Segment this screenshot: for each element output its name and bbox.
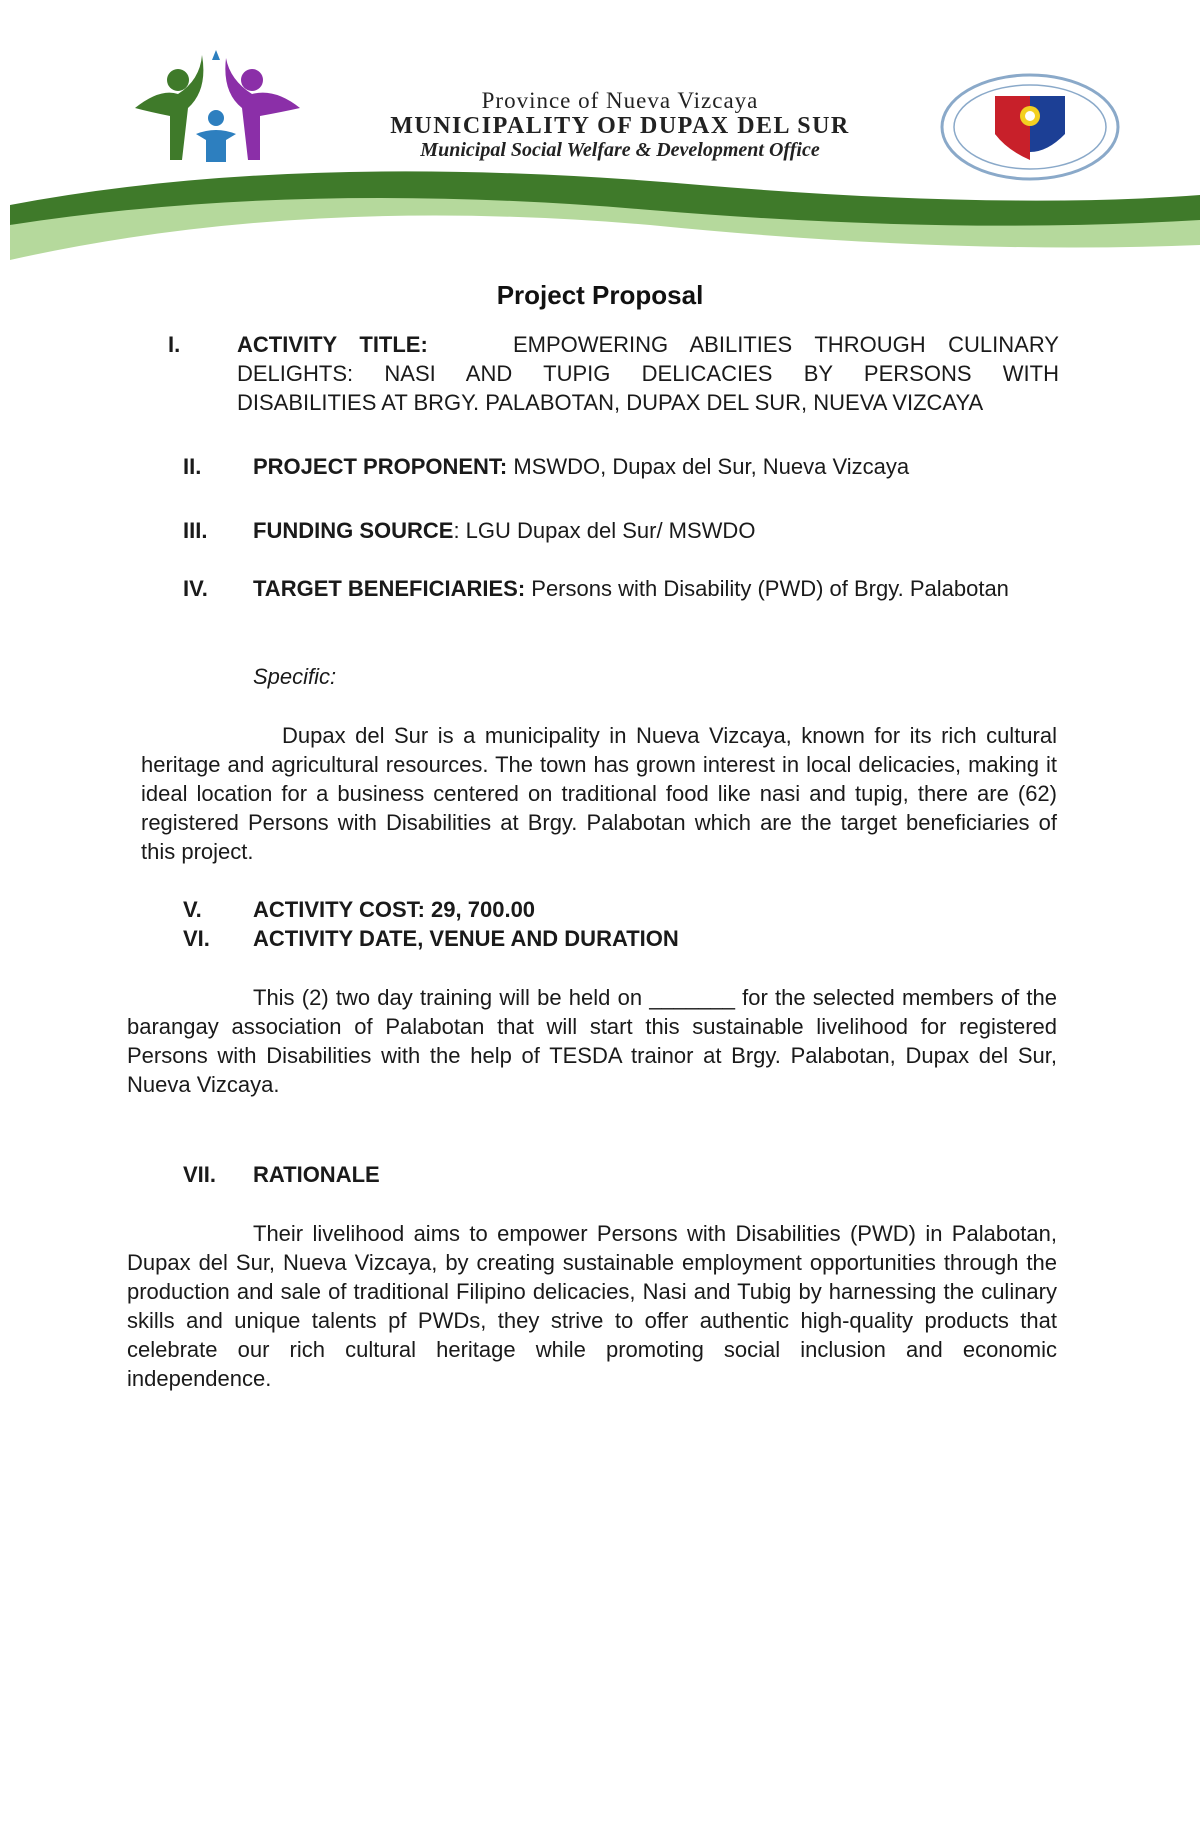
rationale-paragraph: Their livelihood aims to empower Persons with Disabilities (PWD) in Palabotan, Dupax del Sur, Nueva Vizcaya, by creating sustainable employment opportunities through the production and sale of traditional Filipino delicacies, Nasi and Tubig by harnessing the culinary skills and unique talents pf PWDs, they strive to offer authentic high-quality products that celebrate our rich cultural heritage while promoting social inclusion and economic independence.: [127, 1221, 1057, 1391]
header-swoosh: [0, 165, 1200, 285]
specific-label: Specific:: [253, 664, 337, 689]
section-label: ACTIVITY DATE, VENUE AND DURATION: [253, 926, 679, 951]
section-number: V.: [183, 897, 202, 922]
letterhead: [0, 0, 1200, 290]
municipality-name: MUNICIPALITY OF DUPAX DEL SUR: [390, 113, 850, 139]
section-number: VII.: [183, 1162, 217, 1187]
activity-title-line3: DISABILITIES AT BRGY. PALABOTAN, DUPAX DEL SUR, NUEVA VIZCAYA: [237, 390, 984, 415]
section-value: Persons with Disability (PWD) of Brgy. Palabotan: [525, 576, 1009, 601]
section-number: I.: [168, 332, 181, 357]
section-label: FUNDING SOURCE: [253, 518, 454, 543]
section-value: MSWDO, Dupax del Sur, Nueva Vizcaya: [507, 454, 910, 479]
letterhead-text: [300, 88, 940, 162]
section-value: : LGU Dupax del Sur/ MSWDO: [453, 518, 756, 543]
date-paragraph: This (2) two day training will be held on _______ for the selected members of the barangay association of Palabotan that will start this sustainable livelihood for registered Persons with Disabilities with the help of TESDA trainor at Brgy. Palabotan, Dupax del Sur, Nueva Vizcaya.: [127, 985, 1057, 1097]
activity-title-line1: EMPOWERING ABILITIES THROUGH CULINARY: [512, 332, 1059, 357]
section-label: TARGET BENEFICIARIES:: [253, 576, 526, 601]
section-number: III.: [183, 518, 208, 543]
province-name: Province of Nueva Vizcaya: [481, 88, 759, 113]
section-label: RATIONALE: [253, 1162, 380, 1187]
section-number: IV.: [183, 576, 208, 601]
office-name: Municipal Social Welfare & Development Office: [420, 139, 820, 161]
document-title: Project Proposal: [496, 280, 704, 310]
section-label: ACTIVITY TITLE:: [237, 332, 428, 357]
section-label: PROJECT PROPONENT:: [253, 454, 508, 479]
specific-paragraph: Dupax del Sur is a municipality in Nueva Vizcaya, known for its rich cultural heritage and agricultural resources. The town has grown interest in local delicacies, making it ideal location for a business centered on traditional food like nasi and tupig, there are (62) registered Persons with Disabilities at Brgy. Palabotan which are the target beneficiaries of this project.: [141, 723, 1057, 864]
mswdo-logo: [130, 50, 305, 165]
section-label: ACTIVITY COST: 29, 700.00: [253, 897, 536, 922]
activity-title-line2: DELIGHTS: NASI AND TUPIG DELICACIES BY PERSONS WITH: [237, 361, 1059, 386]
section-number: VI.: [183, 926, 210, 951]
section-number: II.: [183, 454, 202, 479]
